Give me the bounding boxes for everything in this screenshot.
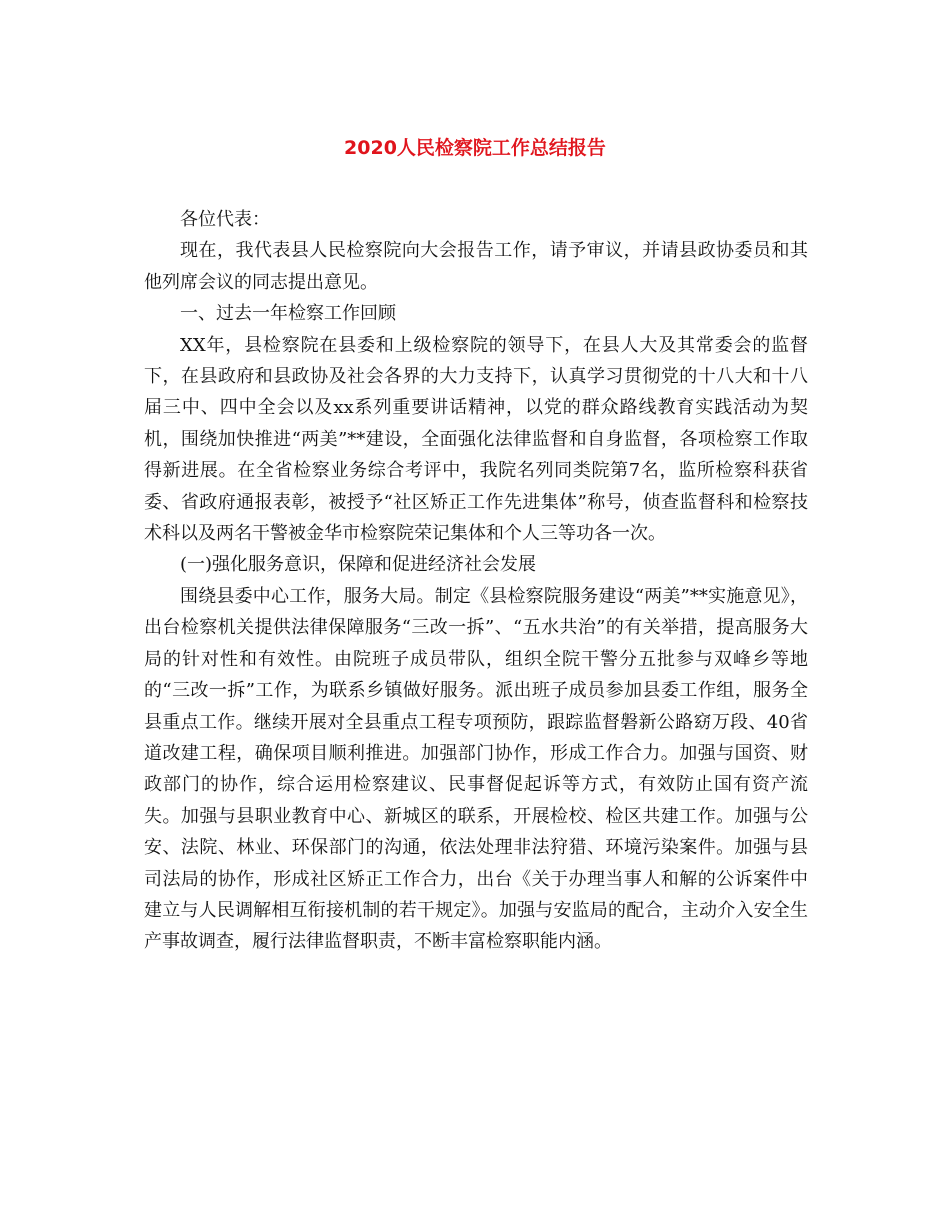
service-paragraph: 围绕县委中心工作，服务大局。制定《县检察院服务建设“两美”**实施意见》，出台检察机关提供法律保障服务“三改一拆”、“五水共治”的有关举措，提高服务大局的针对性和有效性。由院班子成员带队，组织全院干警分五批参与双峰乡等地的“三改一拆”工作，为联系乡镇做好服务。派出班子成员参加县委工作组，服务全县重点工作。继续开展对全县重点工程专项预防，跟踪监督磐新公路窈万段、40省道改建工程，确保项目顺利推进。加强部门协作，形成工作合力。加强与国资、财政部门的协作，综合运用检察建议、民事督促起诉等方式，有效防止国有资产流失。加强与县职业教育中心、新城区的联系，开展检校、检区共建工作。加强与公安、法院、林业、环保部门的沟通，依法处理非法狩猎、环境污染案件。加强与县司法局的协作，形成社区矫正工作合力，出台《关于办理当事人和解的公诉案件中建立与人民调解相互衔接机制的若干规定》。加强与安监局的配合，主动介入安全生产事故调查，履行法律监督职责，不断丰富检察职能内涵。: [144, 585, 808, 953]
opening-paragraph: 现在，我代表县人民检察院向大会报告工作，请予审议，并请县政协委员和其他列席会议的同志提出意见。: [144, 240, 808, 293]
document-title: 2020人民检察院工作总结报告: [344, 137, 606, 159]
subsection-heading-service: (一)强化服务意识，保障和促进经济社会发展: [180, 554, 537, 576]
document-body: [144, 204, 808, 958]
review-paragraph: XX年，县检察院在县委和上级检察院的领导下，在县人大及其常委会的监督下，在县政府和县政协及社会各界的大力支持下，认真学习贯彻党的十八大和十八届三中、四中全会以及xx系列重要讲话精神，以党的群众路线教育实践活动为契机，围绕加快推进“两美”**建设，全面强化法律监督和自身监督，各项检察工作取得新进展。在全省检察业务综合考评中，我院名列同类院第7名，监所检察科获省委、省政府通报表彰，被授予“社区矫正工作先进集体”称号，侦查监督科和检察技术科以及两名干警被金华市检察院荣记集体和个人三等功各一次。: [144, 334, 808, 545]
section-heading-review: 一、过去一年检察工作回顾: [180, 303, 396, 325]
salutation-paragraph: 各位代表：: [180, 209, 270, 230]
